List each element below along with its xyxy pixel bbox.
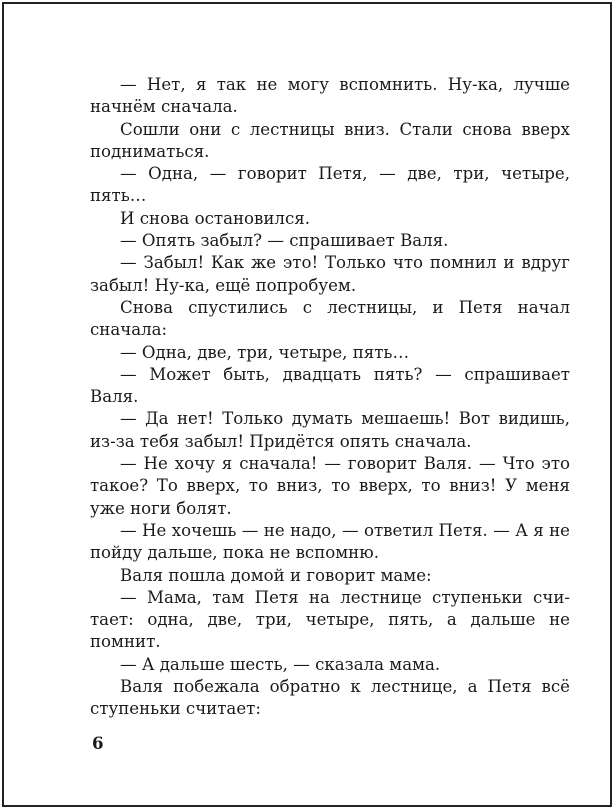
paragraph-16: Валя побежала обратно к лестнице, а Петя всё ступеньки считает: bbox=[90, 677, 570, 719]
paragraph-11: — Не хочу я сначала! — говорит Валя. — Что это такое? То вверх, то вниз, то вверх, то вниз! У меня уже ноги болят. bbox=[90, 454, 570, 518]
paragraph-3: — Одна, — говорит Петя, — две, три, четыре, пять… bbox=[90, 164, 570, 206]
page-number: 6 bbox=[92, 733, 104, 753]
paragraph-15: — А дальше шесть, — сказала мама. bbox=[120, 654, 441, 674]
text-body bbox=[90, 74, 570, 721]
paragraph-6: — Забыл! Как же это! Только что помнил и вдруг забыл! Ну-ка, ещё попробуем. bbox=[90, 253, 570, 295]
paragraph-4: И снова остановился. bbox=[120, 208, 310, 228]
paragraph-7: Снова спустились с лестницы, и Петя начал сначала: bbox=[90, 297, 570, 340]
paragraph-5: — Опять забыл? — спрашивает Валя. bbox=[120, 231, 449, 251]
paragraph-10: — Да нет! Только думать мешаешь! Вот видишь, из-за тебя забыл! Придётся опять сначала. bbox=[90, 409, 570, 451]
paragraph-2: Сошли они с лестницы вниз. Стали снова вверх подниматься. bbox=[90, 119, 570, 161]
paragraph-12: — Не хочешь — не надо, — ответил Петя. — А я не пойду дальше, пока не вспомню. bbox=[90, 520, 570, 563]
paragraph-13: Валя пошла домой и говорит маме: bbox=[120, 565, 432, 585]
paragraph-14: — Мама, там Петя на лестнице ступеньки считает: одна, две, три, четыре, пять, а дальше не помнит. bbox=[90, 587, 570, 652]
paragraph-8: — Одна, две, три, четыре, пять… bbox=[120, 342, 410, 362]
paragraph-9: — Может быть, двадцать пять? — спрашивает Валя. bbox=[90, 364, 570, 407]
paragraph-1: — Нет, я так не могу вспомнить. Ну-ка, лучше начнём сначала. bbox=[90, 75, 570, 117]
page-frame bbox=[2, 2, 612, 807]
